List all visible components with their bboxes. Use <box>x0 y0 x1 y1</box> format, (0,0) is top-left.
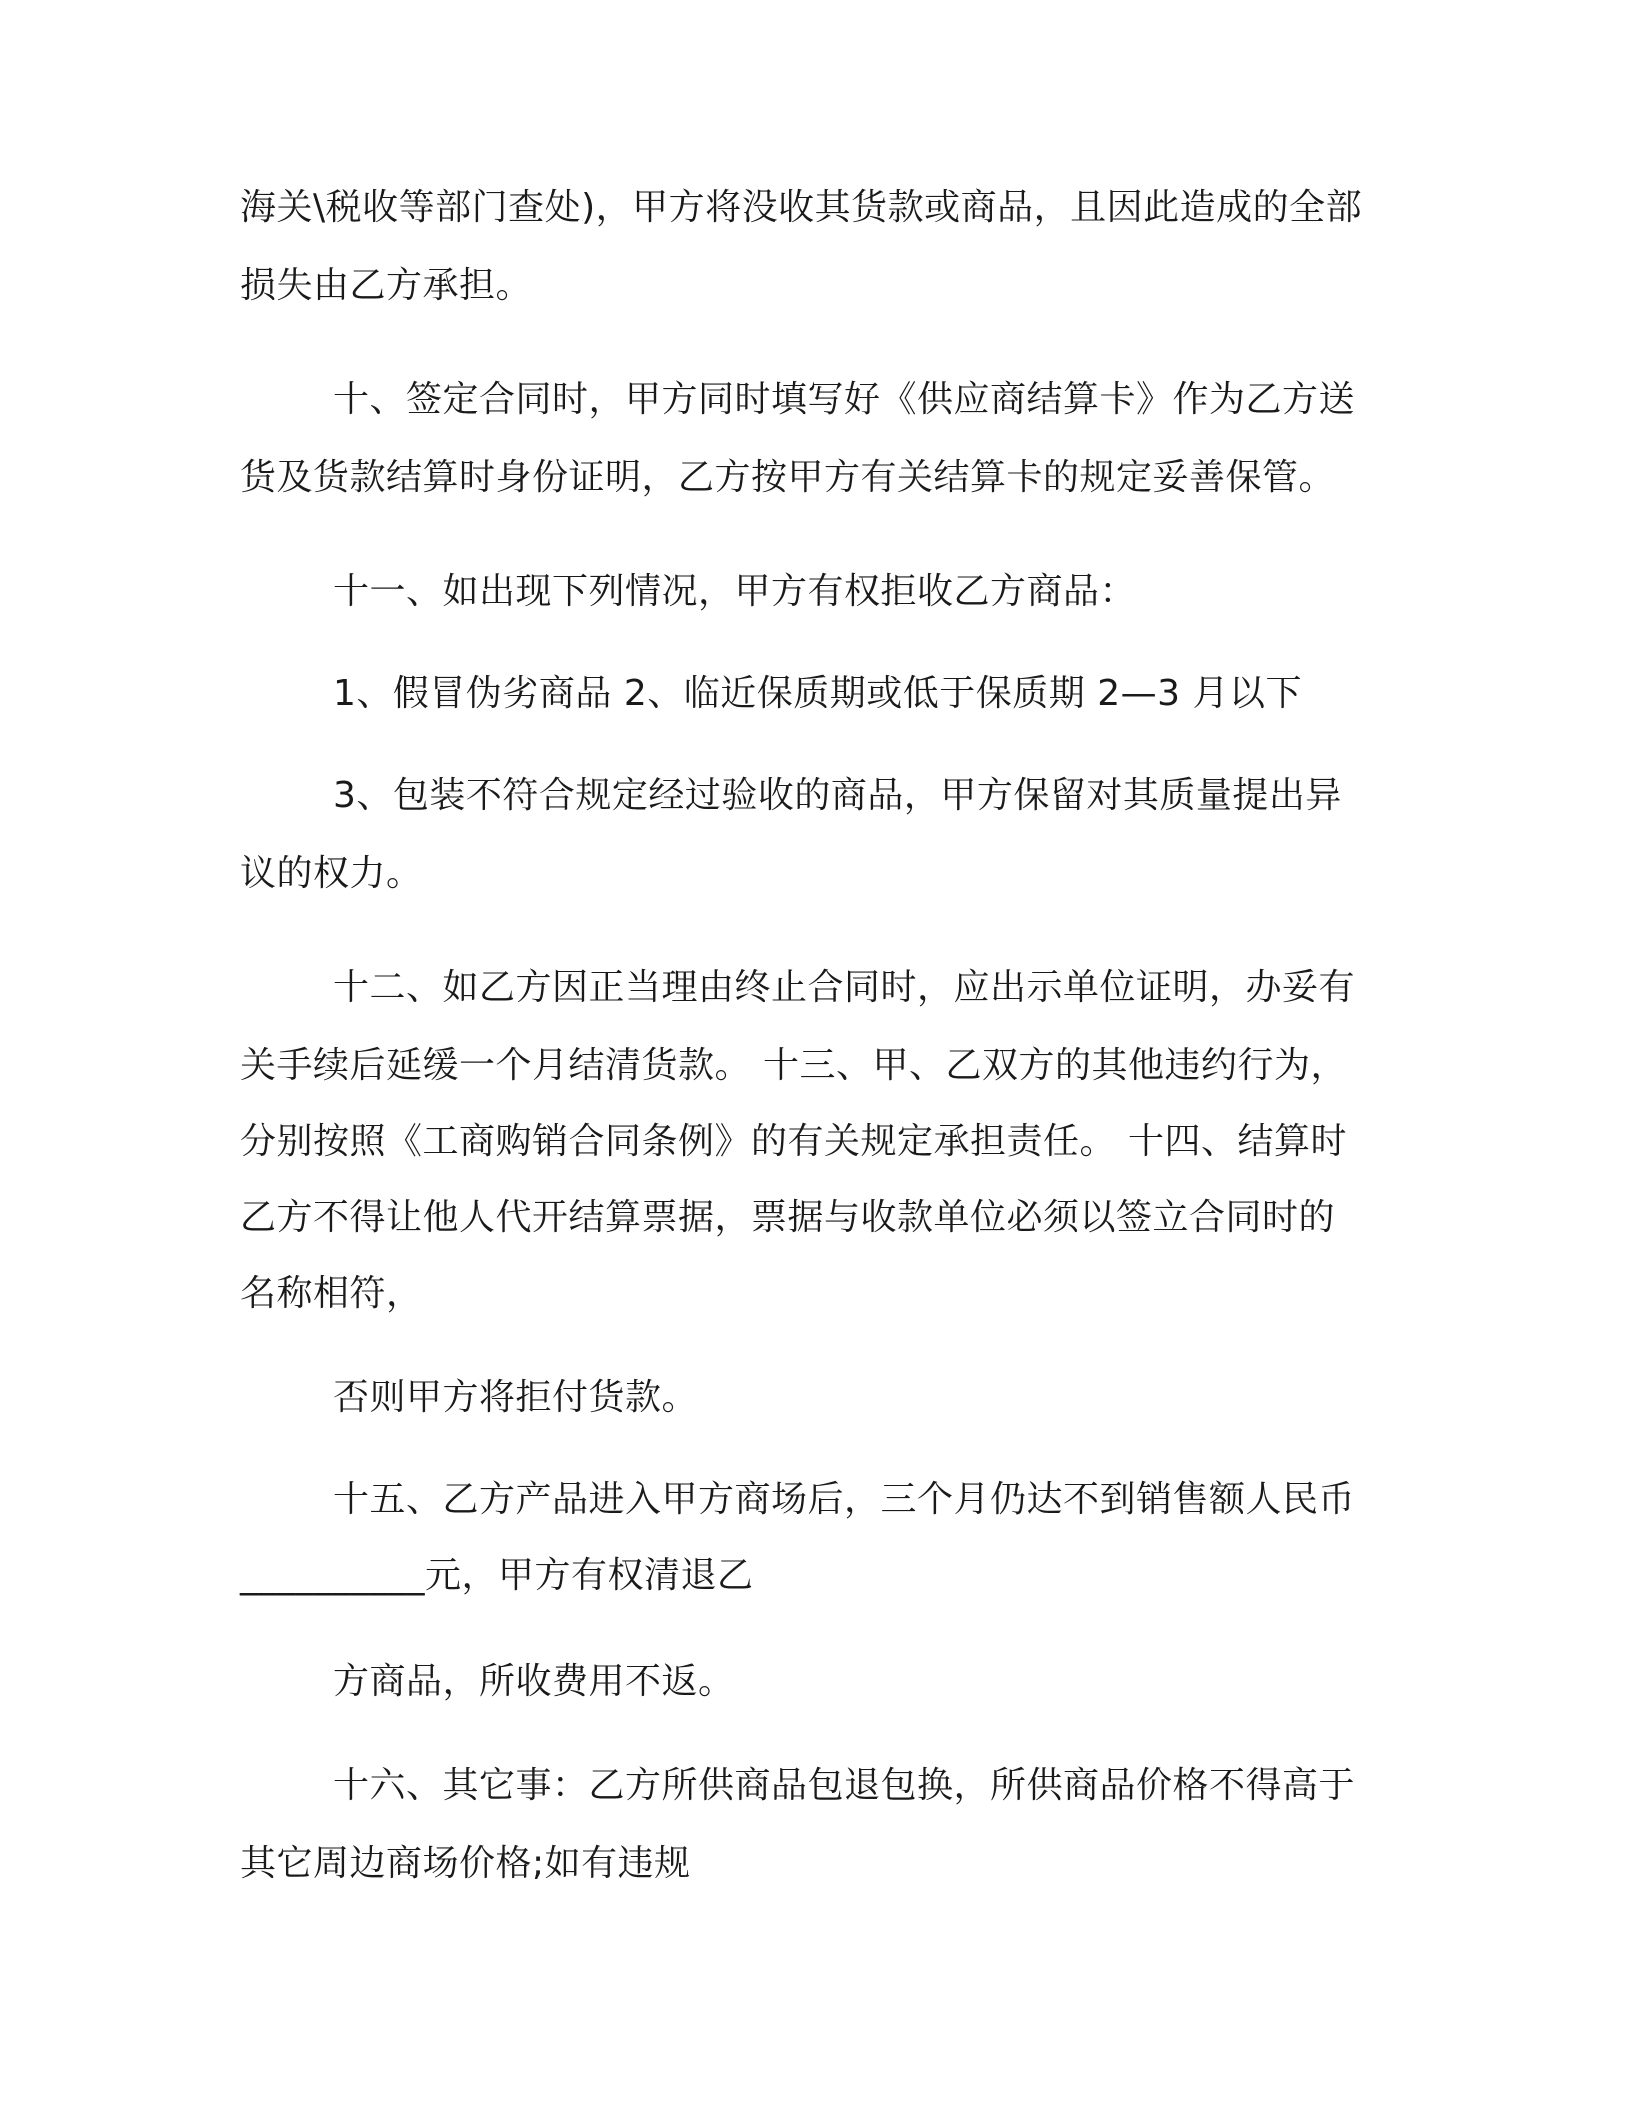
clause-14-line-1: 乙方不得让他人代开结算票据，票据与收款单位必须以签立合同时的 <box>240 1197 1336 1238</box>
clause-12-line-2: 关手续后延缓一个月结清货款。 十三、甲、乙双方的其他违约行为， <box>240 1045 1347 1086</box>
clause-12-line-1: 十二、如乙方因正当理由终止合同时，应出示单位证明，办妥有 <box>333 967 1356 1008</box>
clause-15-line-1: 十五、乙方产品进入甲方商场后，三个月仍达不到销售额人民币 <box>333 1479 1356 1520</box>
clause-11-item-3-line-1: 3、包装不符合规定经过验收的商品，甲方保留对其质量提出异 <box>333 775 1342 816</box>
clause-10-line-2: 货及货款结算时身份证明，乙方按甲方有关结算卡的规定妥善保管。 <box>240 457 1336 498</box>
clause-11-heading: 十一、如出现下列情况，甲方有权拒收乙方商品： <box>333 571 1137 612</box>
clause-11-items-1-2: 1、假冒伪劣商品 2、临近保质期或低于保质期 2—3 月以下 <box>333 673 1302 714</box>
clause-10-line-1: 十、签定合同时，甲方同时填写好《供应商结算卡》作为乙方送 <box>333 379 1356 420</box>
text-line-2: 损失由乙方承担。 <box>240 265 533 306</box>
clause-16-line-1: 十六、其它事：乙方所供商品包退包换，所供商品价格不得高于 <box>333 1765 1356 1806</box>
clause-15-line-3: 方商品，所收费用不返。 <box>333 1661 735 1702</box>
clause-15-line-2: __________元，甲方有权清退乙 <box>240 1555 754 1596</box>
text-line-1: 海关\税收等部门查处)，甲方将没收其货款或商品，且因此造成的全部 <box>240 187 1363 228</box>
clause-16-line-2: 其它周边商场价格;如有违规 <box>240 1843 691 1884</box>
clause-14-line-2: 名称相符， <box>240 1273 423 1314</box>
clause-14-line-3: 否则甲方将拒付货款。 <box>333 1377 699 1418</box>
clause-11-item-3-line-2: 议的权力。 <box>240 853 423 894</box>
clause-13-line: 分别按照《工商购销合同条例》的有关规定承担责任。 十四、结算时 <box>240 1121 1347 1162</box>
